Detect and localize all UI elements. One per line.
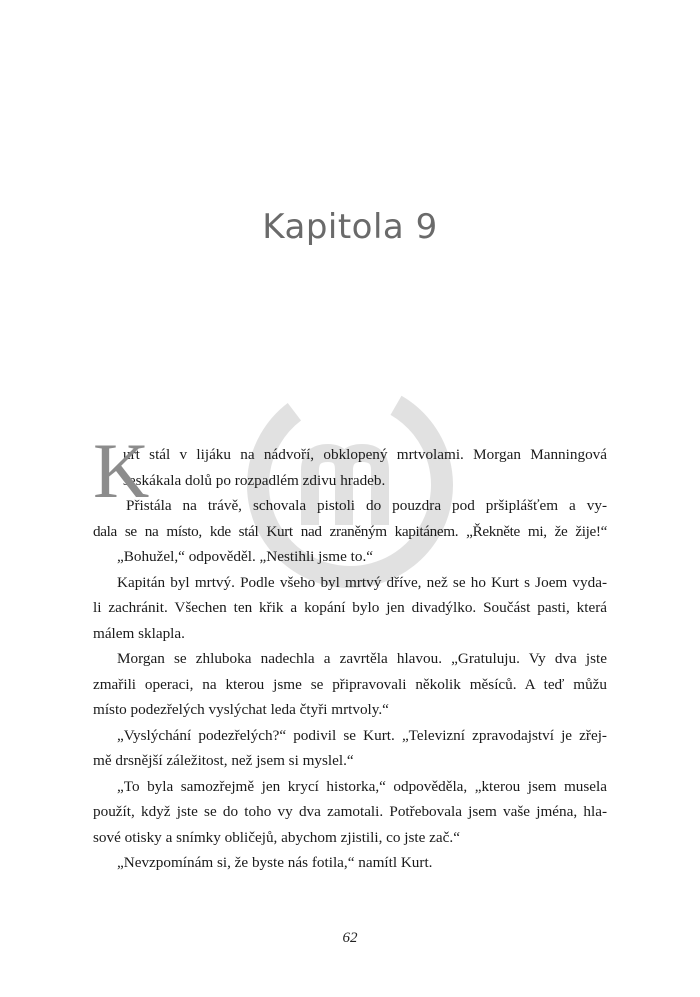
text-line: „Vyslýchání podezřelých?“ podivil se Kurt. „Televizní zpravodajství je zřej- [117,726,607,744]
text-line: Morgan se zhluboka nadechla a zavrtěla hlavou. „Gratuluju. Vy dva jste [117,650,607,667]
text-line: „To byla samozřejmě jen krycí historka,“ odpověděla, „kterou jsem musela [117,777,607,795]
chapter-title: Kapitola 9 [262,207,438,247]
text-line: Kapitán byl mrtvý. Podle všeho byl mrtvý dříve, než se ho Kurt s Joem vyda- [117,573,607,591]
text-line: sové otisky a snímky obličejů, abychom zjistili, co jste zač.“ [93,828,460,846]
text-line: „Nevzpomínám si, že byste nás fotila,“ namítl Kurt. [117,854,433,871]
text-line: mě drsnější záležitost, než jsem si myslel.“ [93,752,354,769]
text-line: dala se na místo, kde stál Kurt nad zraněným kapitánem. „Řekněte mi, že žije!“ [93,522,607,540]
text-line: použít, když jste se do toho vy dva zamotali. Potřebovala jsem vaše jména, hla- [93,803,607,820]
text-line: Přistála na trávě, schovala pistoli do pouzdra pod pršiplášťem a vy- [126,497,607,514]
text-line: místo podezřelých vyslýchat leda čtyři mrtvoly.“ [93,701,389,718]
page-number: 62 [342,930,358,946]
text-line: li zachránit. Všechen ten křik a kopání bylo jen divadýlko. Součást pasti, která [93,599,607,616]
text-line: zmařili operaci, na kterou jsme se připravovali několik měsíců. A teď můžu [93,675,607,693]
text-line: urt stál v lijáku na nádvoří, obklopený mrtvolami. Morgan Manningová [123,446,607,463]
drop-cap: K [93,427,150,514]
text-line: málem sklapla. [93,624,185,642]
text-line: seskákala dolů po rozpadlém zdivu hradeb. [123,471,386,489]
body-text [93,427,607,876]
text-line: „Bohužel,“ odpověděl. „Nestihli jsme to.“ [117,548,374,565]
